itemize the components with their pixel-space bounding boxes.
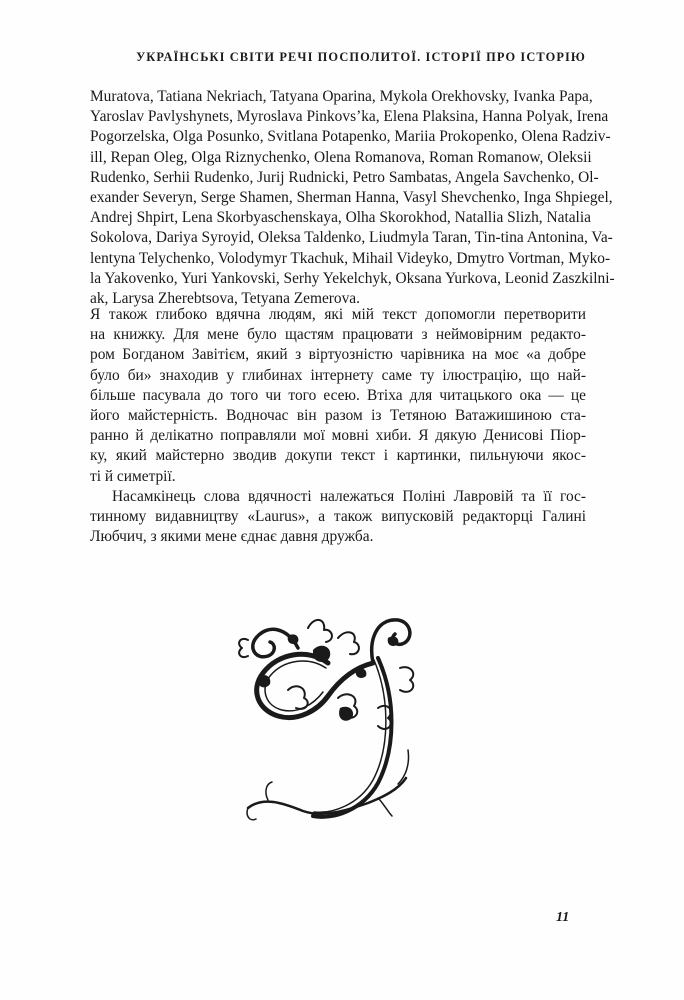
text-line: ранно й делікатно поправляли мої мовні хиби. Я дякую Денисові Піор-	[90, 427, 586, 445]
text-line: la Yakovenko, Yuri Yankovski, Serhy Yekelchyk, Oksana Yurkova, Leonid Zaszkilni-	[90, 269, 615, 287]
text-line: Rudenko, Serhii Rudenko, Jurij Rudnicki, Petro Sambatas, Angela Savchenko, Ol-	[90, 168, 599, 186]
text-line: його майстерність. Водночас він разом із Тетяною Ватажишиною ста-	[90, 406, 586, 424]
acknowledgement-paragraph-2	[90, 487, 586, 548]
text-line: ill, Repan Oleg, Olga Riznychenko, Olena Romanova, Roman Romanow, Oleksii	[90, 148, 592, 166]
running-head: УКРАЇНСЬКІ СВІТИ РЕЧІ ПОСПОЛИТОЇ. ІСТОРІЇ ПРО ІСТОРІЮ	[136, 50, 586, 64]
names-paragraph	[90, 87, 615, 309]
text-line: lentyna Telychenko, Volodymyr Tkachuk, Mihail Videyko, Dmytro Vortman, Myko-	[90, 249, 611, 267]
text-line: Muratova, Tatiana Nekriach, Tatyana Oparina, Mykola Orekhovsky, Ivanka Papa,	[90, 88, 593, 105]
text-line: було би» знаходив у глибинах інтернету саме ту ілюстрацію, що най-	[90, 366, 586, 384]
text-line: Любчич, з якими мене єднає давня дружба.	[90, 528, 374, 546]
text-line: ку, який майстерно зводив докупи текст і картинки, пильнуючи якос-	[90, 447, 586, 465]
text-line: Я також глибоко вдячна людям, які мій текст допомогли перетворити	[90, 306, 586, 323]
text-line: Andrej Shpirt, Lena Skorbyaschenskaya, Olha Skorokhod, Natallia Slizh, Natalia	[90, 209, 591, 227]
text-line: exander Severyn, Serge Shamen, Sherman Hanna, Vasyl Shevchenko, Inga Shpiegel,	[90, 188, 613, 206]
text-line: ром Богданом Завітієм, який з віртуозністю чарівника на моє «а добре	[90, 346, 586, 364]
text-line: більше пасувала до того чи того есею. Втіха для читацького ока — це	[90, 386, 586, 404]
floral-flourish-ornament-icon	[228, 598, 418, 830]
text-line: Yaroslav Pavlyshynets, Myroslava Pinkovs’ka, Elena Plaksina, Hanna Polyak, Irena	[90, 108, 609, 126]
text-line: Насамкінець слова вдячності належаться Поліні Лавровій та її гос-	[112, 488, 586, 505]
page-number: 11	[556, 910, 570, 925]
text-line: ak, Larysa Zherebtsova, Tetyana Zemerova.	[90, 289, 360, 307]
text-line: Pogorzelska, Olga Posunko, Svitlana Potapenko, Mariia Prokopenko, Olena Radziv-	[90, 128, 611, 146]
text-line: тинному видавництву «Laurus», а також випусковій редакторці Галині	[90, 508, 586, 526]
text-line: на книжку. Для мене було щастям працювати з неймовірним редакто-	[90, 326, 586, 344]
text-line: Sokolova, Dariya Syroyid, Oleksa Taldenko, Liudmyla Taran, Tin-tina Antonina, Va-	[90, 229, 613, 247]
text-line: ті й симетрії.	[90, 467, 176, 485]
acknowledgement-paragraph-1	[90, 305, 586, 487]
